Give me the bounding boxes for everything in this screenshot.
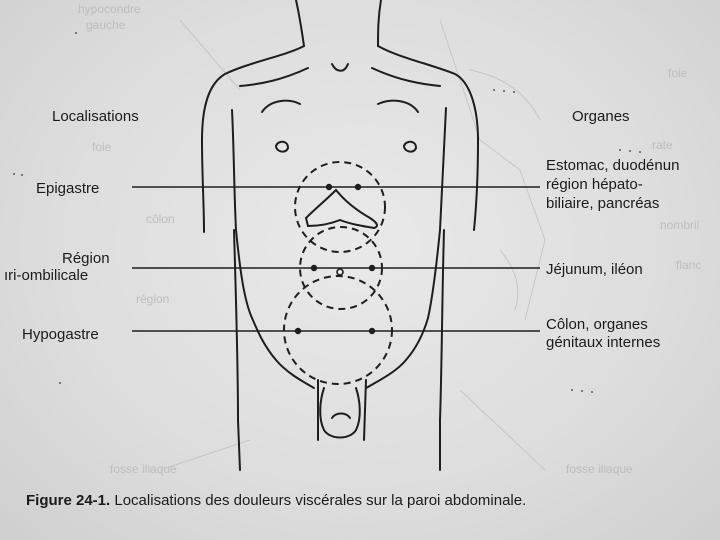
ghost-text: foie <box>92 140 112 154</box>
ghost-text: gauche <box>86 18 126 32</box>
umbilicus <box>337 269 343 275</box>
ghost-text: rate <box>652 138 673 152</box>
label-peri-ombilicale: ıri-ombilicale <box>4 267 89 284</box>
bleed-through-drawing <box>160 20 545 470</box>
torso-outline <box>202 0 478 470</box>
label-colon: Côlon, organes <box>546 316 648 333</box>
ghost-text: fosse iliaque <box>110 462 177 476</box>
label-hypogastre: Hypogastre <box>22 326 99 343</box>
epigastric-region <box>295 162 385 252</box>
nipples <box>276 142 416 152</box>
ghost-text: nombril <box>660 218 700 232</box>
label-estomac: Estomac, duodénun <box>546 157 680 174</box>
organes-heading: Organes <box>572 108 630 125</box>
label-jejunum: Jéjunum, iléon <box>546 261 643 278</box>
figure-caption <box>26 492 526 509</box>
caption-text: Localisations des douleurs viscérales sur la paroi abdominale. <box>110 492 527 509</box>
ghost-text: hypocondre <box>78 2 141 16</box>
label-pancreas: biliaire, pancréas <box>546 195 660 212</box>
ghost-text: région <box>136 292 170 306</box>
label-hepato: région hépato- <box>546 176 643 193</box>
stomach-outline <box>306 190 377 228</box>
leader-lines <box>132 187 540 331</box>
figure-number: Figure 24-1. <box>26 492 111 509</box>
label-region: Région <box>62 250 110 267</box>
ghost-text: flanc <box>676 258 702 272</box>
localisations-heading: Localisations <box>52 108 139 125</box>
ghost-text: foie <box>668 66 688 80</box>
ghost-text: fosse iliaque <box>566 462 633 476</box>
ghost-text: côlon <box>146 212 175 226</box>
pain-points <box>295 184 375 334</box>
label-genitaux: génitaux internes <box>546 334 661 351</box>
label-epigastre: Epigastre <box>36 180 100 197</box>
